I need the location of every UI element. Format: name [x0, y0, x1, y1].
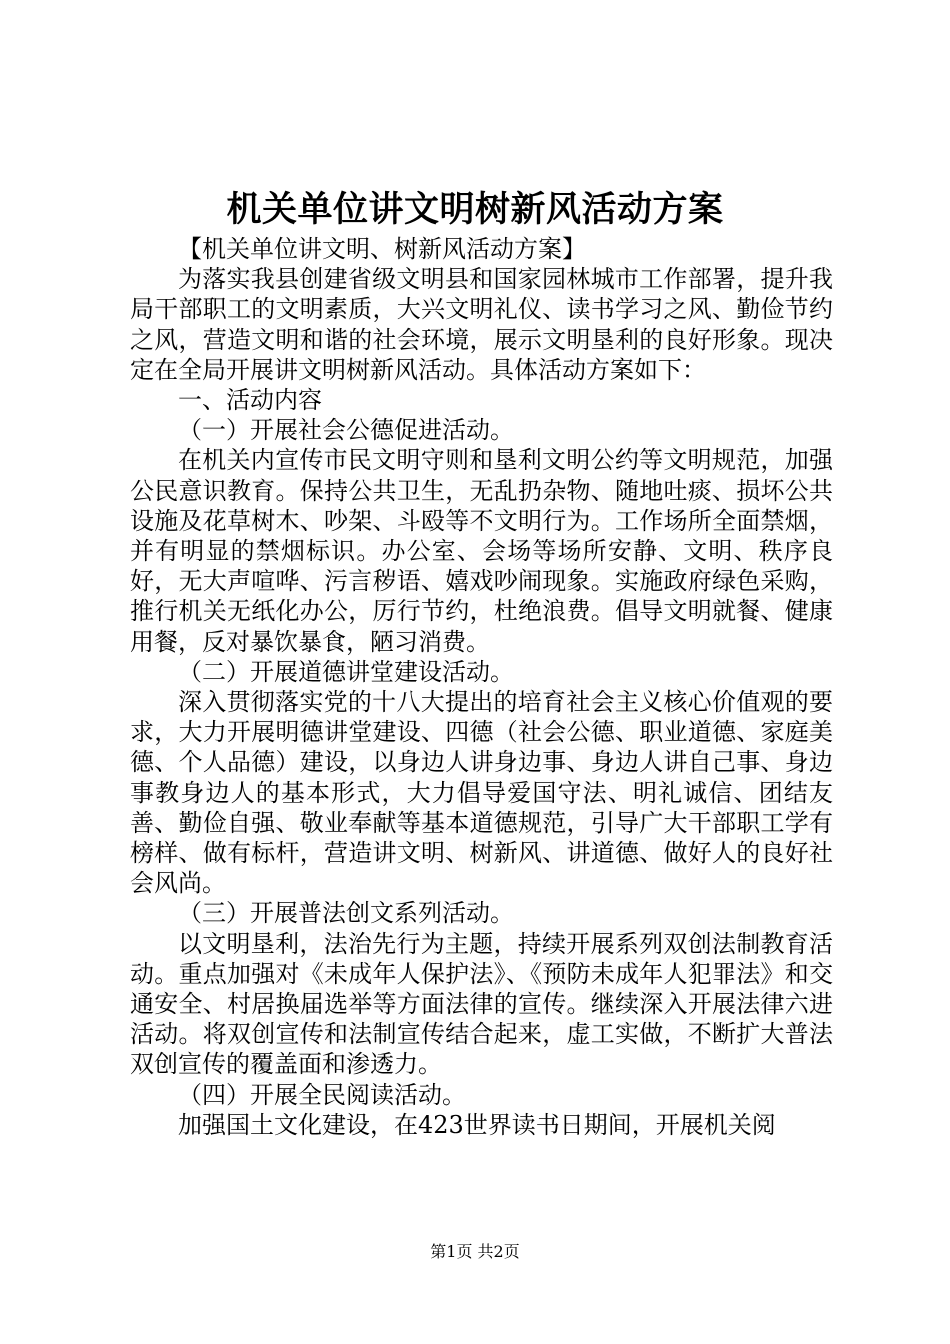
body-paragraph-3: 以文明垦利，法治先行为主题，持续开展系列双创法制教育活动。重点加强对《未成年人保护法》、《预防未成年人犯罪法》和交通安全、村居换届选举等方面法律的宣传。继续深入开展法律六进活动。将双创宣传和法制宣传结合起来，虚工实做，不断扩大普法双创宣传的覆盖面和渗透力。	[130, 929, 833, 1079]
document-title: 机关单位讲文明树新风活动方案	[226, 189, 724, 230]
page-number-footer: 第1页 共2页	[430, 1242, 520, 1261]
body-paragraph-2: 深入贯彻落实党的十八大提出的培育社会主义核心价值观的要求，大力开展明德讲堂建设、四德（社会公德、职业道德、家庭美德、个人品德）建设，以身边人讲身边事、身边人讲自己事、身边事教身边人的基本形式，大力倡导爱国守法、明礼诚信、团结友善、勤俭自强、敬业奉献等基本道德规范，引导广大干部职工学有榜样、做有标杆，营造讲文明、树新风、讲道德、做好人的良好社会风尚。	[130, 688, 833, 898]
subtitle-paragraph: 【机关单位讲文明、树新风活动方案】	[178, 235, 586, 263]
subsection-heading-1: （一）开展社会公德促进活动。	[178, 416, 514, 445]
section-heading: 一、活动内容	[178, 386, 322, 415]
document-body	[130, 234, 833, 1140]
subsection-heading-2: （二）开展道德讲堂建设活动。	[178, 657, 514, 686]
body-paragraph-1: 在机关内宣传市民文明守则和垦利文明公约等文明规范，加强公民意识教育。保持公共卫生，无乱扔杂物、随地吐痰、损坏公共设施及花草树木、吵架、斗殴等不文明行为。工作场所全面禁烟，并有明显的禁烟标识。办公室、会场等场所安静、文明、秩序良好，无大声喧哗、污言秽语、嬉戏吵闹现象。实施政府绿色采购，推行机关无纸化办公，厉行节约，杜绝浪费。倡导文明就餐、健康用餐，反对暴饮暴食，陋习消费。	[130, 446, 833, 656]
intro-paragraph: 为落实我县创建省级文明县和国家园林城市工作部署，提升我局干部职工的文明素质，大兴文明礼仪、读书学习之风、勤俭节约之风，营造文明和谐的社会环境，展示文明垦利的良好形象。现决定在全局开展讲文明树新风活动。具体活动方案如下：	[130, 265, 833, 384]
body-paragraph-4: 加强国土文化建设，在423世界读书日期间，开展机关阅	[178, 1110, 776, 1139]
subsection-heading-4: （四）开展全民阅读活动。	[178, 1080, 466, 1109]
subsection-heading-3: （三）开展普法创文系列活动。	[178, 899, 514, 928]
